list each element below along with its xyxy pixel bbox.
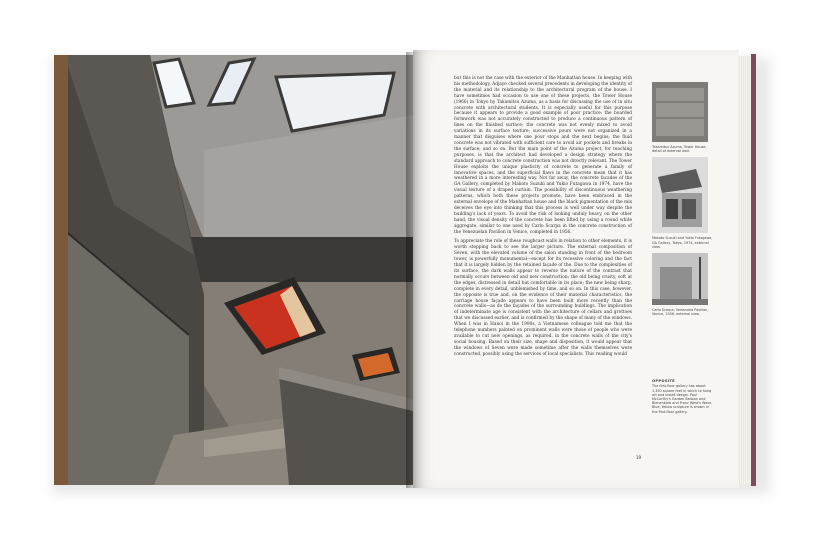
sidebar-figures <box>652 82 714 414</box>
figure-venezuela-pavilion <box>652 253 708 305</box>
ga-gallery-photo <box>652 157 708 233</box>
opposite-note <box>652 378 714 413</box>
interior-photo <box>54 55 413 485</box>
figure-tower-house <box>652 82 708 142</box>
caption-venezuela-pavilion: Carlo Scarpa, Venezuela Pavilion, Venice, 1956, external view. <box>652 308 709 317</box>
opposite-title: OPPOSITE <box>652 378 675 384</box>
caption-ga-gallery: Makoto Suzuki and Yukio Futagawa, GA Gallery, Tokyo, 1974, external view. <box>652 236 713 249</box>
body-paragraph-2: To appreciate the role of these roughcast walls in relation to other elements, it is worth stepping back to see the larger picture. The external composition of Seven, with the elevated volume of the salon standing in front of the bedroom tower, is powerfully monumental—except for its recessive coloring and the fact that it is largely hidden by the retained façade of the. Due to the complexities of its surface, the dark walls appear to reverse the nature of the contrast that normally occurs between old and new construction: the old being crusty, soft at the edges, distressed in detail but comfortable in its place; the new being sharp, complete in every detail, unblemished by time, and so on. In this case, however, the opposite is true and, on the evidence of their material characteristics, the carriage house façade appears to have been built more recently than the concrete walls—as do the façades of the surrounding buildings. The implication of indeterminate age is consistent with the architecture of cellars and grottoes that we discussed earlier, and is confirmed by the shape of many of the windows. When I was in Hanoi in the 1990s, a Vietnamese colleague told me that the telephone numbers painted on prominent walls were those of people who were available to cut new openings, as required, in the concrete walls of the city's social housing. Based on their size, shape and disposition, it would appear that the windows of Seven were made sometime after the walls themselves were constructed, possibly using the services of local specialists. This reading would <box>454 239 632 357</box>
body-paragraph-1: but this is not the case with the exterior of the Manhattan house. In keeping with his methodology, Adjaye checked several precedents in developing the identity of the material and its relationship to the architectural program of the house. I have sometimes had occasion to use one of these projects, the Tower House (1966) in Tokyo by Takamitsu Azuma, as a basis for discussing the use of in situ concrete with architectural students. It is especially useful for this purpose because it appears to provide a good example of poor practice: the boarded formwork was not accurately constructed to produce a continuous pattern of lines on the finished surface; the concrete was not evenly mixed to avoid variations in its surface texture; successive pours were not organized in a manner that disguises where one pour stops and the next begins; the fluid concrete was not vibrated with sufficient care to avoid air pockets and breaks in the surface; and so on. But the main point of the Azuma project, for teaching purposes, is that the architect had developed a design strategy where the standard approach to concrete construction was not directly relevant. The Tower House exploits the unique plasticity of concrete to generate a family of innovative spaces, and the superficial flaws in the concrete mean that it has weathered in a more interesting way. Not far away, the concrete facades of the GA Gallery, completed by Makoto Suzuki and Yukio Futagawa in 1974, have the visual texture of a draped curtain. The possibility of discontinuous weathering patterns, which both these projects promote, have been embraced in the external envelope of the Manhattan house and the black pigmentation of the mix deceives the eye into thinking that this process is well under way despite the building's lack of years. To avoid the risk of looking unduly heavy, on the other hand, the visual density of the concrete has been lifted by using a round white aggregate, similar to one used by Carlo Scarpa in the concrete construction of the Venezuelan Pavilion in Venice, completed in 1956. <box>454 76 632 235</box>
venezuela-pavilion-photo <box>652 253 708 305</box>
opposite-text: The first-floor gallery has about 1,350 square feet in which to hang art and install design. Paul McCarthy's Garden Balloon and Bienenkorb and Franz West's Wave, Blue, Yellow sculpture is shown in the first-floor gallery. <box>652 384 713 414</box>
caption-tower-house: Takamitsu Azuma, Tower House, detail of external wall. <box>652 145 707 154</box>
book-gutter <box>406 52 422 488</box>
left-page-photograph <box>54 55 413 485</box>
page-number: 19 <box>636 455 642 460</box>
figure-ga-gallery <box>652 157 708 233</box>
cover-edge <box>751 54 756 486</box>
tower-house-photo <box>652 82 708 142</box>
body-text-column <box>454 76 632 362</box>
